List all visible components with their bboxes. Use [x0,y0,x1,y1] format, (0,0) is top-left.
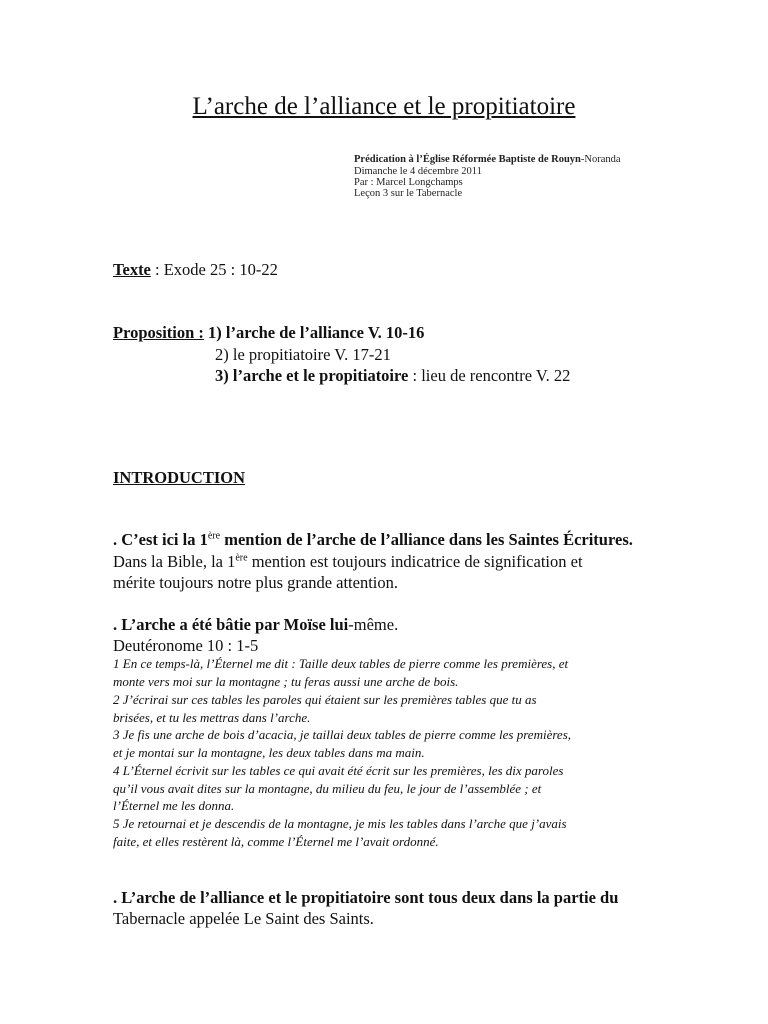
verse-line: faite, et elles restèrent là, comme l’Éternel me l’avait ordonné. [113,834,439,849]
p3-line-1: . L’arche de l’alliance et le propitiatoire sont tous deux dans la partie du [113,888,619,907]
p1-sup: ère [207,530,221,542]
texte-line [113,260,278,280]
verse-line: l’Éternel me les donna. [113,798,235,813]
verse-line: 1 En ce temps-là, l’Éternel me dit : Taille deux tables de pierre comme les premières, et [113,656,569,671]
introduction-heading: INTRODUCTION [113,468,246,487]
proposition-line-3 [215,366,570,386]
p1-line-2 [113,552,583,572]
verse-line: brisées, et tu les mettras dans l’arche. [113,710,311,725]
meta-lesson: Leçon 3 sur le Tabernacle [354,188,463,199]
p2-rest: -même. [348,615,399,634]
proposition-item-3-rest: : lieu de rencontre V. 22 [408,366,571,385]
p2-line-1 [113,615,398,635]
p1-l2a: Dans la Bible, la 1 [113,552,236,571]
p1-b: mention de l’arche de l’alliance dans les Saintes Écritures. [220,530,633,549]
meta-city: -Noranda [580,154,621,165]
proposition-item-3: 3) l’arche et le propitiatoire [215,366,409,385]
verse-line: monte vers moi sur la montagne ; tu feras aussi une arche de bois. [113,674,459,689]
verse-line: 3 Je fis une arche de bois d’acacia, je taillai deux tables de pierre comme les premières, [113,727,572,742]
verse-line: 4 L’Éternel écrivit sur les tables ce qui avait été écrit sur les premières, les dix paroles [113,763,564,778]
p1-line-1 [113,530,633,550]
verse-line: 5 Je retournai et je descendis de la montagne, je mis les tables dans l’arche que j’avais [113,816,567,831]
proposition-label: Proposition : [113,323,204,342]
texte-reference: : Exode 25 : 10-22 [150,260,278,279]
proposition-item-1: 1) l’arche de l’alliance V. 10-16 [203,323,425,342]
p1-l2b: mention est toujours indicatrice de signification et [247,552,583,571]
verse-line: et je montai sur la montagne, les deux tables dans ma main. [113,745,425,760]
meta-author: Par : Marcel Longchamps [354,177,463,188]
meta-date: Dimanche le 4 décembre 2011 [354,166,482,177]
meta-line-1 [354,154,621,165]
p2-reference: Deutéronome 10 : 1-5 [113,636,259,655]
p1-line-3: mérite toujours notre plus grande attention. [113,573,399,592]
meta-church: Prédication à l’Église Réformée Baptiste de Rouyn [354,154,581,165]
verse-line: qu’il vous avait dites sur la montagne, du milieu du feu, le jour de l’assemblée ; et [113,781,542,796]
p2-bold: . L’arche a été bâtie par Moïse lui [113,615,349,634]
verse-line: 2 J’écrirai sur ces tables les paroles qui étaient sur les premières tables que tu as [113,692,537,707]
document-title: L’arche de l’alliance et le propitiatoire [192,93,576,120]
p3-line-2: Tabernacle appelée Le Saint des Saints. [113,909,374,928]
p1-l2sup: ère [235,552,248,564]
proposition-item-2: 2) le propitiatoire V. 17-21 [215,345,391,364]
texte-label: Texte [113,260,151,279]
proposition-line-1 [113,323,424,343]
p1-a: . C’est ici la 1 [113,530,208,549]
